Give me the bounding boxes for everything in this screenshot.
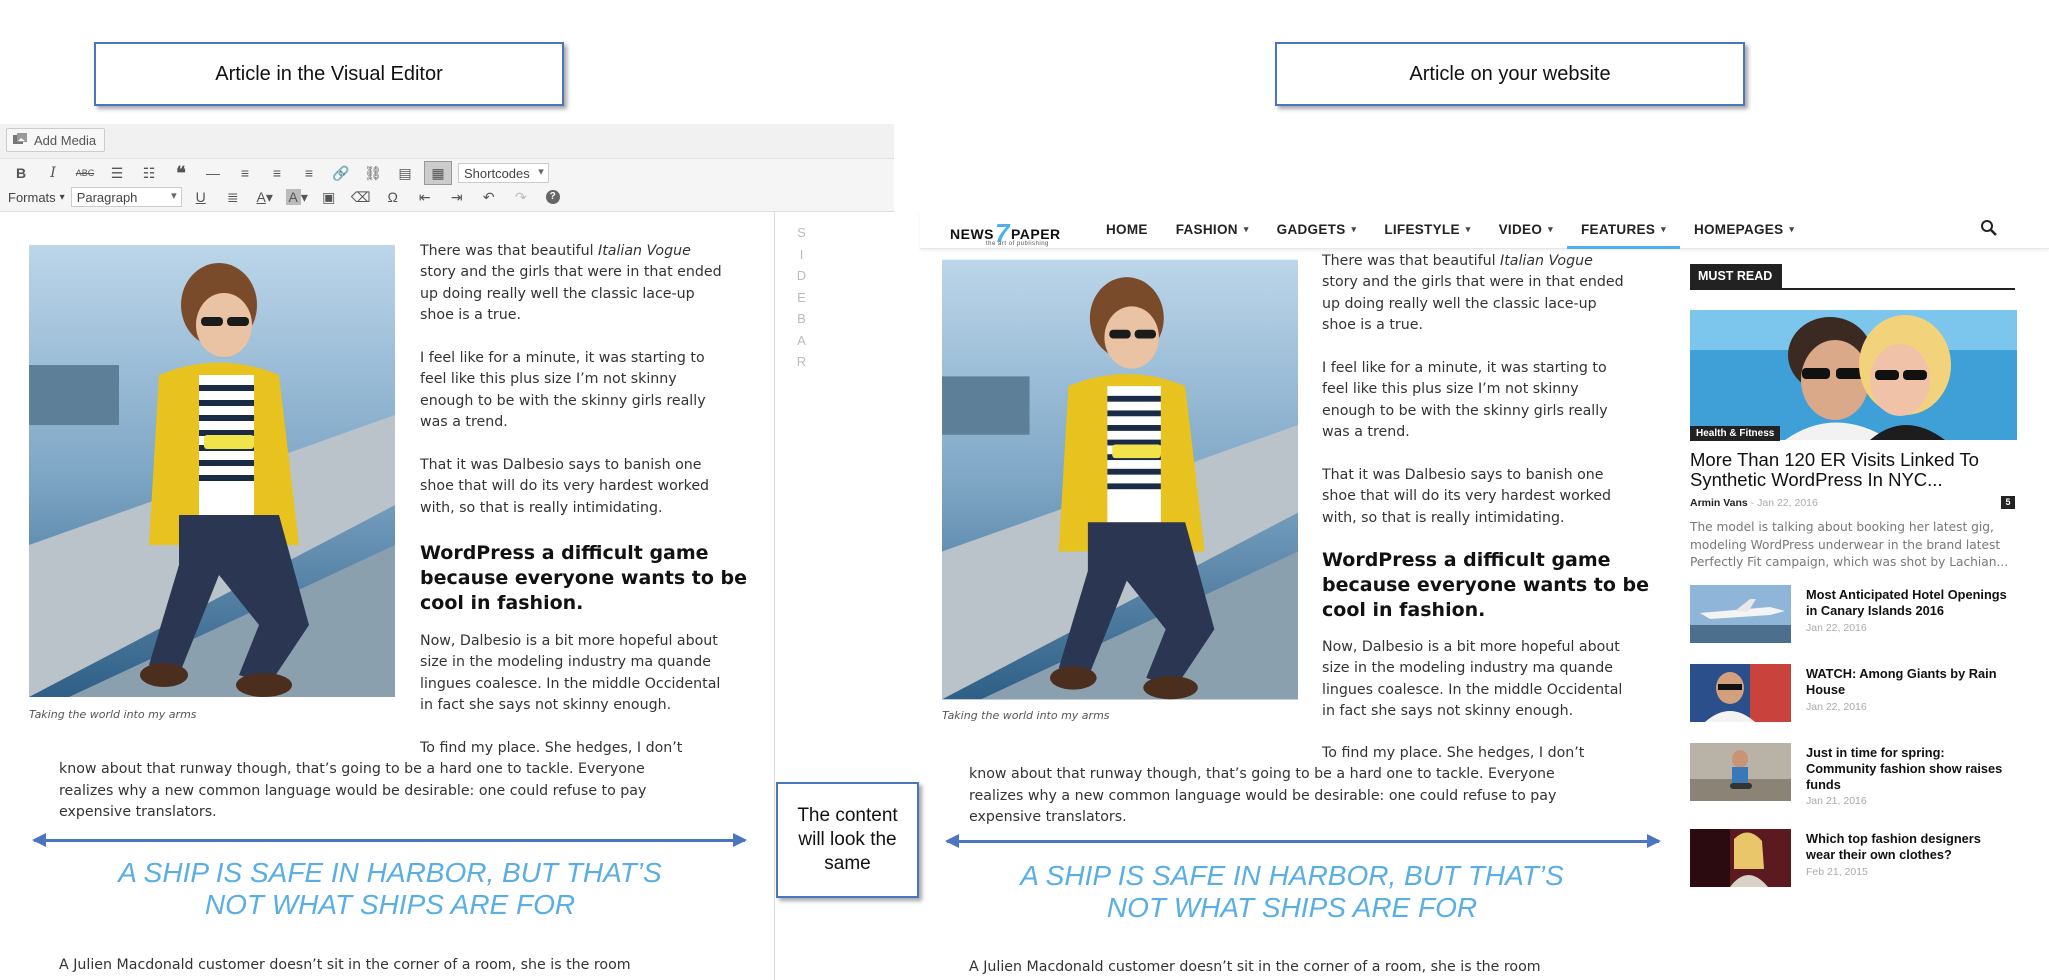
- menu-item-video[interactable]: [1485, 210, 1567, 248]
- paragraph-line: I feel like for a minute, it was starting to: [1322, 360, 1607, 376]
- media-bar: [0, 124, 894, 159]
- meta-separator: -: [1750, 497, 1758, 509]
- post-thumbnail[interactable]: [1690, 743, 1791, 801]
- bold-icon[interactable]: B: [15, 165, 27, 181]
- site-nav: [920, 210, 2049, 249]
- indent-icon[interactable]: ⇥: [450, 188, 463, 205]
- title-line: Synthetic WordPress In NYC...: [1690, 469, 1943, 490]
- heading-line: because everyone wants to be: [420, 567, 748, 589]
- formats-label: Formats: [8, 189, 56, 205]
- sidebar-letter: I: [799, 246, 805, 262]
- width-arrow: [34, 839, 745, 842]
- logo-tagline: the art of publishing: [986, 241, 1049, 247]
- paragraph-line: up doing really well the classic lace-up: [420, 285, 695, 302]
- paragraph-line: feel like this plus size I’m not skinny: [1322, 381, 1579, 398]
- site-paragraph-1: [1322, 251, 1662, 337]
- blockquote-icon[interactable]: ❝: [176, 162, 186, 183]
- featured-post-image[interactable]: [1690, 310, 2017, 440]
- paragraph-line: shoe is a true.: [420, 307, 521, 324]
- site-paragraph-2: [1322, 358, 1662, 444]
- paragraph-line: in fact she says not skinny enough.: [1322, 703, 1574, 720]
- site-article-subheading: [1322, 548, 1662, 623]
- media-icon: [13, 133, 29, 147]
- shortcodes-label: Shortcodes: [464, 165, 530, 181]
- quote-line: NOT WHAT SHIPS ARE FOR: [204, 889, 576, 920]
- menu-label: HOME: [1106, 221, 1148, 237]
- site-article-image: [942, 256, 1298, 703]
- sidebar-placeholder: [795, 222, 809, 373]
- paragraph-line: know about that runway though, that’s going to be a hard one to tackle. Everyone: [969, 766, 1555, 783]
- link-icon[interactable]: 🔗: [332, 164, 350, 181]
- menu-item-homepages[interactable]: [1680, 210, 1808, 248]
- sidebar-letter: S: [797, 225, 807, 240]
- heading-line: cool in fashion.: [1322, 599, 1486, 621]
- excerpt-line: The model is talking about booking her latest gig,: [1690, 520, 1994, 534]
- pull-quote: [40, 857, 740, 921]
- paragraph-line: story and the girls that were in that ended: [420, 264, 722, 281]
- sidebar-letter: B: [797, 311, 807, 326]
- add-media-button[interactable]: [6, 128, 105, 152]
- paragraph-line: size in the modeling industry ma quande: [420, 654, 711, 671]
- featured-post-title[interactable]: [1690, 450, 2020, 490]
- text-color-icon[interactable]: A ▾: [256, 188, 273, 205]
- must-read-label: MUST READ: [1690, 264, 1782, 288]
- site-logo[interactable]: [950, 215, 1061, 246]
- site-pull-quote: [942, 860, 1642, 924]
- paragraph-line: shoe that will do its very hardest worked: [420, 478, 710, 495]
- website-callout: [1275, 42, 1745, 106]
- site-width-arrow: [947, 840, 1659, 843]
- title-line: funds: [1806, 777, 1841, 792]
- paste-text-icon[interactable]: ▣: [322, 188, 336, 205]
- special-character-icon[interactable]: Ω: [387, 189, 398, 205]
- paragraph-line: That it was Dalbesio says to banish one: [420, 457, 702, 473]
- title-line: Just in time for spring:: [1806, 745, 1945, 760]
- quote-line: NOT WHAT SHIPS ARE FOR: [1106, 892, 1478, 923]
- sidebar-letter: R: [796, 354, 808, 369]
- website-callout-text: Article on your website: [1409, 62, 1611, 85]
- paragraph-line: enough to be with the skinny girls really: [420, 392, 706, 409]
- chevron-down-icon: ▾: [59, 191, 65, 203]
- title-line: Which top fashion designers: [1806, 831, 1981, 846]
- site-last-paragraph: A Julien Macdonald customer doesn’t sit in the corner of a room, she is the room: [969, 959, 1541, 975]
- menu-item-lifestyle[interactable]: [1370, 210, 1484, 248]
- paragraph-text: There was that beautiful: [1322, 253, 1501, 269]
- chevron-down-icon: ▾: [1548, 223, 1553, 234]
- emphasis-text: Italian Vogue: [598, 243, 691, 259]
- last-paragraph: A Julien Macdonald customer doesn’t sit in the corner of a room, she is the room: [59, 957, 631, 973]
- main-menu: [1092, 210, 1808, 248]
- quote-line: A SHIP IS SAFE IN HARBOR, BUT THAT’S: [1020, 860, 1564, 891]
- post-thumbnail[interactable]: [1690, 829, 1791, 887]
- outdent-icon[interactable]: ⇤: [418, 188, 431, 205]
- side-post[interactable]: [1690, 829, 2020, 887]
- strikethrough-icon[interactable]: ABC: [75, 168, 95, 178]
- paragraph-line: lingues coalesce. In the middle Occidental: [420, 675, 721, 692]
- paragraph-line: know about that runway though, that’s going to be a hard one to tackle. Everyone: [59, 761, 645, 778]
- featured-post-excerpt: [1690, 519, 2020, 572]
- paragraph-line: shoe that will do its very hardest worked: [1322, 488, 1612, 505]
- unlink-icon[interactable]: ⛓: [364, 164, 382, 181]
- paragraph-line: lingues coalesce. In the middle Occidental: [1322, 681, 1623, 698]
- add-media-label: Add Media: [34, 132, 97, 148]
- paragraph-3: [420, 455, 760, 519]
- menu-label: FEATURES: [1580, 221, 1656, 237]
- editor-callout-text: Article in the Visual Editor: [215, 62, 443, 85]
- paragraph-line: To find my place. She hedges, I don’t: [1322, 745, 1585, 761]
- must-read-header: [1690, 264, 2015, 290]
- undo-icon[interactable]: ↶: [482, 188, 495, 205]
- chevron-down-icon: ▾: [1789, 223, 1795, 234]
- align-center-icon[interactable]: ≡: [272, 165, 282, 181]
- menu-label: FASHION: [1175, 221, 1238, 237]
- heading-line: WordPress a difficult game: [420, 542, 709, 564]
- chevron-down-icon: ▾: [1465, 223, 1471, 234]
- clear-formatting-icon[interactable]: ⌫: [350, 188, 371, 205]
- menu-label: VIDEO: [1498, 221, 1543, 237]
- title-line: Most Anticipated Hotel Openings: [1806, 587, 2007, 602]
- site-paragraph-4: [1322, 637, 1662, 723]
- align-right-icon[interactable]: ≡: [304, 165, 314, 181]
- title-line: in Canary Islands 2016: [1806, 603, 1944, 618]
- paragraph-dropdown[interactable]: [71, 187, 182, 207]
- editor-toolbar: [0, 159, 894, 212]
- side-post-title[interactable]: [1806, 666, 2016, 698]
- chevron-down-icon: ▾: [1661, 223, 1666, 234]
- side-post-date: Jan 22, 2016: [1806, 701, 1867, 713]
- shortcodes-dropdown[interactable]: [458, 163, 549, 183]
- side-post-date: Jan 22, 2016: [1806, 622, 1867, 634]
- toolbar-row-1: [8, 161, 549, 185]
- side-post-title[interactable]: [1806, 587, 2016, 619]
- comment-count-badge[interactable]: 5: [2001, 496, 2015, 509]
- paragraph-line: [420, 241, 760, 262]
- side-post-date: Jan 21, 2016: [1806, 795, 1867, 807]
- paragraph-line: [1322, 251, 1662, 272]
- side-post-title[interactable]: [1806, 745, 2016, 793]
- logo-right: PAPER: [1010, 226, 1061, 242]
- paragraph-line: To find my place. She hedges, I don’t: [420, 740, 683, 756]
- middle-callout-text: The content will look the same: [797, 805, 898, 874]
- post-date: Jan 22, 2016: [1757, 497, 1818, 509]
- menu-item-fashion[interactable]: [1162, 210, 1263, 248]
- chevron-down-icon: ▾: [1351, 223, 1357, 234]
- paragraph-line: story and the girls that were in that ended: [1322, 274, 1624, 291]
- side-post[interactable]: [1690, 585, 2020, 643]
- paragraph-line: expensive translators.: [969, 809, 1127, 826]
- paragraph-text: There was that beautiful: [420, 243, 599, 259]
- heading-line: cool in fashion.: [420, 592, 584, 614]
- menu-label: HOMEPAGES: [1693, 221, 1784, 237]
- category-badge[interactable]: Health & Fitness: [1690, 426, 1780, 441]
- paragraph-line: shoe is a true.: [1322, 317, 1423, 334]
- read-more-icon[interactable]: ▤: [398, 164, 412, 181]
- menu-item-gadgets[interactable]: [1263, 210, 1371, 248]
- paragraph-line: in fact she says not skinny enough.: [420, 697, 672, 714]
- article-image: [29, 245, 395, 697]
- side-post-date: Feb 21, 2015: [1806, 866, 1868, 878]
- paragraph-line: feel like this plus size I’m not skinny: [420, 371, 677, 388]
- chevron-down-icon: ▾: [1243, 223, 1249, 234]
- redo-icon[interactable]: ↷: [514, 188, 527, 205]
- sidebar-letter: E: [797, 289, 807, 305]
- paragraph-4: [420, 631, 760, 717]
- bullet-list-icon[interactable]: ☰: [110, 164, 124, 181]
- title-line: WATCH: Among Giants by Rain: [1806, 666, 1997, 681]
- sidebar-letter: D: [796, 268, 808, 283]
- editor-callout: [94, 42, 564, 106]
- paragraph-line: up doing really well the classic lace-up: [1322, 295, 1597, 312]
- horizontal-line-icon[interactable]: —: [206, 165, 220, 181]
- paragraph-label: Paragraph: [76, 189, 138, 205]
- site-paragraph-3: [1322, 465, 1662, 529]
- help-icon[interactable]: ?: [540, 186, 566, 208]
- paragraph-line: I feel like for a minute, it was starting to: [420, 350, 705, 366]
- heading-line: WordPress a difficult game: [1322, 549, 1611, 571]
- logo-seven: 7: [995, 218, 1010, 248]
- paragraph-line: Now, Dalbesio is a bit more hopeful about: [1322, 639, 1620, 655]
- logo-left: NEWS: [950, 226, 994, 242]
- article-subheading: [420, 541, 760, 616]
- menu-label: GADGETS: [1276, 221, 1346, 237]
- paragraph-line: size in the modeling industry ma quande: [1322, 660, 1613, 677]
- post-author[interactable]: Armin Vans: [1690, 497, 1748, 509]
- paragraph-line: realizes why a new common language would be desirable: one could refuse to pay: [59, 782, 647, 799]
- site-image-caption: Taking the world into my arms: [942, 709, 1110, 722]
- middle-callout: [776, 782, 919, 898]
- paragraph-line: with, so that is really intimidating.: [1322, 509, 1565, 526]
- menu-label: LIFESTYLE: [1384, 221, 1460, 237]
- featured-post-meta: [1690, 497, 1818, 509]
- paragraph-line: was a trend.: [1322, 424, 1410, 441]
- toolbar-toggle-icon[interactable]: ▦: [424, 161, 452, 185]
- paragraph-1: [420, 241, 760, 327]
- image-caption: Taking the world into my arms: [29, 708, 197, 721]
- menu-item-features[interactable]: [1567, 210, 1680, 248]
- side-post[interactable]: [1690, 664, 2020, 722]
- title-line: wear their own clothes?: [1806, 847, 1952, 862]
- side-post-title[interactable]: [1806, 831, 2016, 863]
- side-post[interactable]: [1690, 743, 2020, 807]
- title-line: Community fashion show raises: [1806, 761, 2003, 776]
- paragraph-line: expensive translators.: [59, 804, 217, 821]
- paragraph-5: [59, 738, 779, 824]
- toolbar-row-2: [8, 185, 566, 209]
- site-paragraph-5: [969, 743, 1679, 829]
- paragraph-line: Now, Dalbesio is a bit more hopeful about: [420, 633, 718, 649]
- underline-icon[interactable]: U: [195, 189, 206, 205]
- paragraph-line: with, so that is really intimidating.: [420, 499, 663, 516]
- excerpt-line: Perfectly Fit campaign, which was shot by Lachian...: [1690, 555, 2009, 569]
- align-left-icon[interactable]: ≡: [240, 165, 250, 181]
- search-icon[interactable]: [1980, 219, 1998, 237]
- emphasis-text: Italian Vogue: [1500, 253, 1593, 269]
- post-thumbnail[interactable]: [1690, 585, 1791, 643]
- title-line: House: [1806, 682, 1846, 697]
- paragraph-line: was a trend.: [420, 414, 508, 431]
- post-thumbnail[interactable]: [1690, 664, 1791, 722]
- paragraph-2: [420, 348, 760, 434]
- sidebar-letter: A: [797, 332, 807, 348]
- heading-line: because everyone wants to be: [1322, 574, 1650, 596]
- excerpt-line: modeling WordPress underwear in the brand latest: [1690, 537, 2001, 552]
- menu-item-home[interactable]: [1092, 210, 1162, 248]
- paragraph-line: That it was Dalbesio says to banish one: [1322, 467, 1604, 483]
- paragraph-line: realizes why a new common language would be desirable: one could refuse to pay: [969, 787, 1557, 804]
- italic-icon[interactable]: I: [50, 165, 56, 181]
- title-line: More Than 120 ER Visits Linked To: [1690, 449, 1979, 470]
- formats-dropdown[interactable]: [8, 190, 65, 205]
- justify-icon[interactable]: ≣: [226, 188, 239, 205]
- quote-line: A SHIP IS SAFE IN HARBOR, BUT THAT’S: [118, 857, 662, 888]
- paragraph-line: enough to be with the skinny girls really: [1322, 402, 1608, 419]
- background-color-icon[interactable]: A ▾: [284, 186, 310, 208]
- numbered-list-icon[interactable]: ☷: [142, 164, 156, 181]
